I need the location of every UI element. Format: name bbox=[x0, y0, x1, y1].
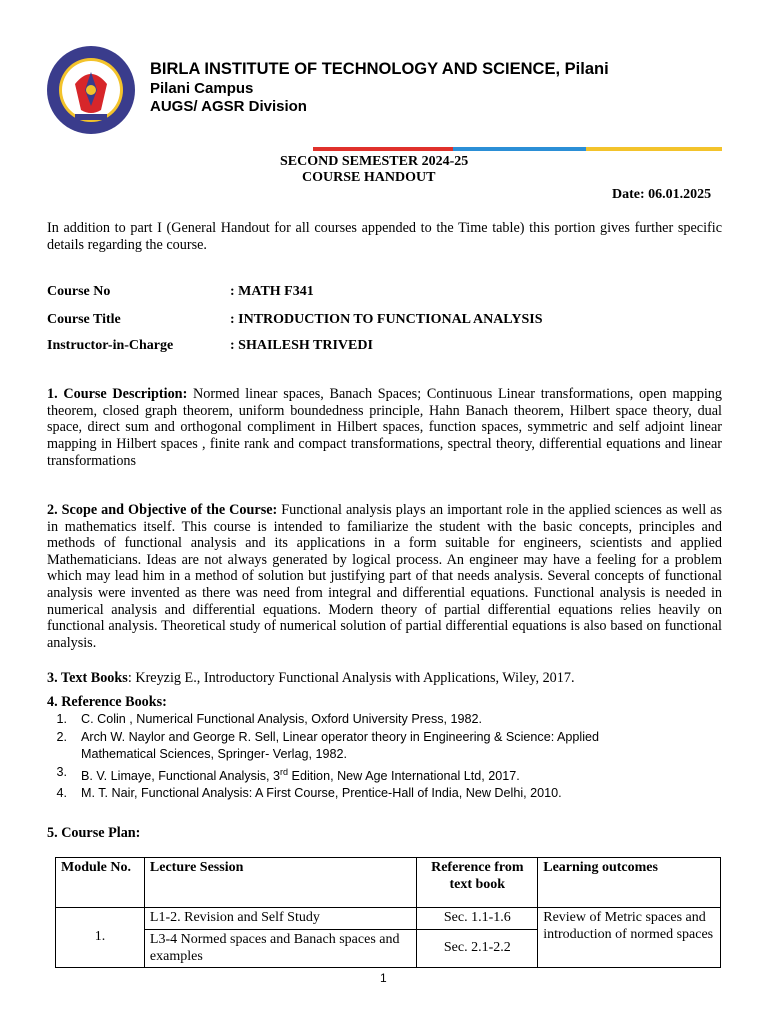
intro-paragraph: In addition to part I (General Handout for all courses appended to the Time table) this portion gives further specific details regarding the course. bbox=[47, 220, 722, 253]
reference-section: Sec. 2.1-2.2 bbox=[417, 930, 538, 968]
learning-outcome: Review of Metric spaces and introduction of normed spaces bbox=[538, 908, 721, 968]
col-header-outcomes: Learning outcomes bbox=[538, 858, 721, 908]
description-text: Normed linear spaces, Banach Spaces; Continuous Linear transformations, open mapping theorem, closed graph theorem, uniform boundedness principle, Hahn Banach theorem, Hilbert space theory, dual space, direct sum and orthogonal compliment in Hilbert spaces, function spaces, symmetric and self adjoint linear mapping in Hilbert spaces , finite rank and compact transformations, spectral theory, differential equations and linear transformations bbox=[47, 386, 722, 469]
scope-objective bbox=[47, 502, 722, 651]
list-item: 3. B. V. Limaye, Functional Analysis, 3rd Edition, New Age International Ltd, 2017. bbox=[56, 764, 520, 783]
header-bar-red bbox=[313, 147, 453, 151]
handout-date: Date: 06.01.2025 bbox=[612, 187, 712, 202]
module-number: 1. bbox=[56, 908, 145, 968]
handout-title: COURSE HANDOUT bbox=[302, 170, 436, 185]
course-no-value: : MATH F341 bbox=[230, 284, 314, 299]
course-no-label: Course No bbox=[47, 284, 111, 299]
list-item: 2. Arch W. Naylor and George R. Sell, Linear operator theory in Engineering & Science: Applied Mathematical Sciences, Springer- Verlag, 1982. bbox=[56, 729, 600, 761]
campus-name: Pilani Campus bbox=[150, 80, 254, 97]
table-header-row bbox=[56, 858, 721, 908]
scope-heading: 2. Scope and Objective of the Course: bbox=[47, 502, 278, 518]
table-row bbox=[56, 908, 721, 930]
reference-section: Sec. 1.1-1.6 bbox=[417, 908, 538, 930]
course-description bbox=[47, 386, 722, 470]
semester-title: SECOND SEMESTER 2024-25 bbox=[280, 154, 469, 169]
course-title-value: : INTRODUCTION TO FUNCTIONAL ANALYSIS bbox=[230, 312, 543, 327]
header-bar-yellow bbox=[586, 147, 722, 151]
list-item: 4. M. T. Nair, Functional Analysis: A First Course, Prentice-Hall of India, New Delhi, 2010. bbox=[56, 786, 562, 801]
logo-emblem-icon bbox=[45, 44, 137, 136]
description-heading: 1. Course Description: bbox=[47, 386, 188, 402]
institute-logo bbox=[45, 44, 137, 136]
textbooks-heading: 3. Text Books bbox=[47, 670, 128, 686]
textbooks-text: : Kreyzig E., Introductory Functional Analysis with Applications, Wiley, 2017. bbox=[127, 670, 575, 686]
lecture-session: L1-2. Revision and Self Study bbox=[144, 908, 416, 930]
course-title-label: Course Title bbox=[47, 312, 121, 327]
references-list bbox=[47, 711, 667, 803]
course-plan-table bbox=[55, 857, 721, 968]
instructor-value: : SHAILESH TRIVEDI bbox=[230, 338, 373, 353]
header-bar-blue bbox=[453, 147, 586, 151]
text-books bbox=[47, 670, 722, 687]
institute-name: BIRLA INSTITUTE OF TECHNOLOGY AND SCIENCE, Pilani bbox=[150, 60, 609, 78]
list-item: 1. C. Colin , Numerical Functional Analysis, Oxford University Press, 1982. bbox=[56, 712, 483, 726]
scope-text: Functional analysis plays an important role in the applied sciences as well as in mathematics itself. This course is intended to familiarize the student with the basic concepts, principles and methods of functional analysis and its applications in a form suitable for engineers, scientists and applied Mathematicians. Ideas are not always generated by logical process. An engineer may have a feeling for a problem which may lead him in a method of solution but justifying part of that needs analysis. Several concepts of functional analysis were invented as there was need from integral and differential equations. Functional analysis is needed in numerical analysis and differential equations. Modern theory of partial differential equations relies heavily on functional analysis. Theoretical study of numerical solution of partial differential equations is also based on functional analysis. bbox=[47, 502, 722, 651]
col-header-module: Module No. bbox=[56, 858, 145, 908]
references-heading: 4. Reference Books: bbox=[47, 694, 167, 710]
course-plan-heading: 5. Course Plan: bbox=[47, 825, 141, 841]
page-number: 1 bbox=[380, 971, 387, 985]
col-header-session: Lecture Session bbox=[144, 858, 416, 908]
division-name: AUGS/ AGSR Division bbox=[150, 98, 307, 115]
lecture-session: L3-4 Normed spaces and Banach spaces and examples bbox=[144, 930, 416, 968]
col-header-reference: Reference from text book bbox=[417, 858, 538, 908]
instructor-label: Instructor-in-Charge bbox=[47, 338, 174, 353]
